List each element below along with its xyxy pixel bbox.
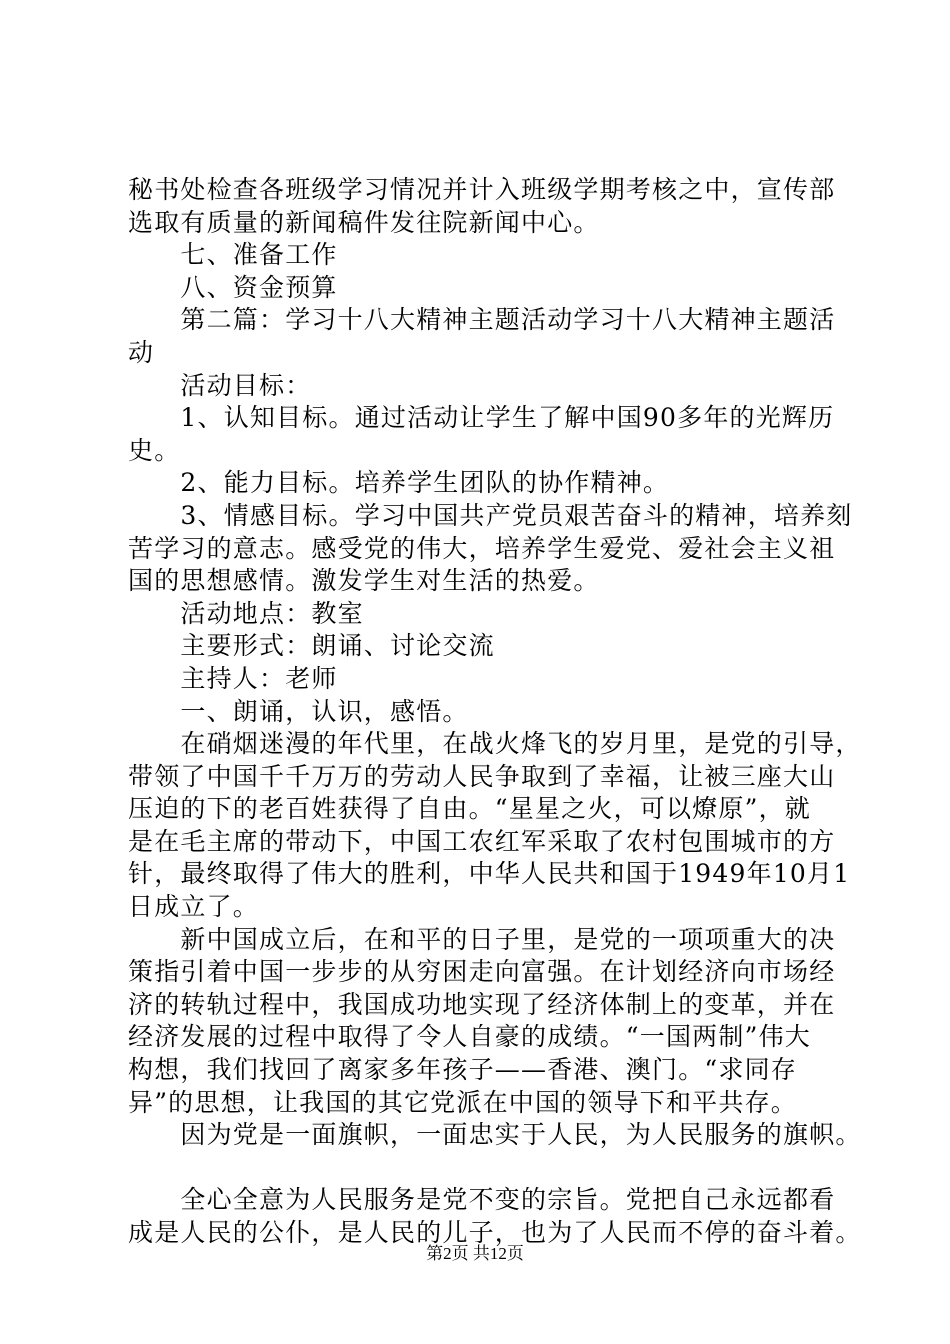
- text-line: 构想，我们找回了离家多年孩子——香港、澳门。“求同存: [128, 1055, 797, 1085]
- text-line: 活动地点：教室: [128, 598, 364, 628]
- text-line: 一、朗诵，认识，感悟。: [128, 696, 469, 726]
- text-line: 动: [128, 337, 155, 367]
- text-line: 第二篇：学习十八大精神主题活动学习十八大精神主题活: [128, 305, 836, 335]
- text-line: 国的思想感情。激发学生对生活的热爱。: [128, 566, 600, 596]
- text-line: 七、准备工作: [128, 240, 338, 270]
- document-body: [128, 174, 862, 1250]
- text-line: 秘书处检查各班级学习情况并计入班级学期考核之中，宣传部: [128, 175, 836, 204]
- page-number: 第2页 共12页: [426, 1244, 524, 1263]
- text-line: 压迫的下的老百姓获得了自由。“星星之火，可以燎原”，就: [128, 794, 811, 824]
- text-line: 3、情感目标。学习中国共产党员艰苦奋斗的精神，培养刻: [128, 500, 853, 530]
- text-line: 因为党是一面旗帜，一面忠实于人民，为人民服务的旗帜。: [128, 1120, 862, 1150]
- text-line: 主持人：老师: [128, 663, 338, 693]
- text-line: 经济发展的过程中取得了令人自豪的成绩。“一国两制”伟大: [128, 1022, 811, 1052]
- text-line: 异”的思想，让我国的其它党派在中国的领导下和平共存。: [128, 1087, 797, 1117]
- text-line: 2、能力目标。培养学生团队的协作精神。: [128, 468, 670, 498]
- text-line: 1、认知目标。通过活动让学生了解中国90多年的光辉历: [128, 403, 835, 433]
- text-line: 成是人民的公仆，是人民的儿子，也为了人民而不停的奋斗着。: [128, 1218, 862, 1247]
- page-footer: [0, 1243, 950, 1265]
- text-line: 主要形式：朗诵、讨论交流: [128, 631, 495, 661]
- text-line: 日成立了。: [128, 892, 260, 922]
- text-line: 活动目标：: [128, 370, 312, 400]
- text-line: 选取有质量的新闻稿件发往院新闻中心。: [128, 207, 600, 237]
- text-line: 新中国成立后，在和平的日子里，是党的一项项重大的决: [128, 924, 836, 954]
- text-line: 策指引着中国一步步的从穷困走向富强。在计划经济向市场经: [128, 957, 836, 987]
- text-line: 苦学习的意志。感受党的伟大，培养学生爱党、爱社会主义祖: [128, 533, 836, 563]
- text-line: 八、资金预算: [128, 272, 338, 302]
- text-line: 是在毛主席的带动下，中国工农红军采取了农村包围城市的方: [128, 826, 836, 856]
- text-line: 在硝烟迷漫的年代里，在战火烽飞的岁月里，是党的引导，: [128, 729, 862, 759]
- text-line: 带领了中国千千万万的劳动人民争取到了幸福，让被三座大山: [128, 761, 836, 791]
- text-line: 济的转轨过程中，我国成功地实现了经济体制上的变革，并在: [128, 989, 836, 1019]
- text-line: 全心全意为人民服务是党不变的宗旨。党把自己永远都看: [128, 1185, 836, 1215]
- text-line: 针，最终取得了伟大的胜利，中华人民共和国于1949年10月1: [128, 859, 851, 889]
- text-line: 史。: [128, 435, 181, 465]
- blank-line: [128, 1152, 832, 1185]
